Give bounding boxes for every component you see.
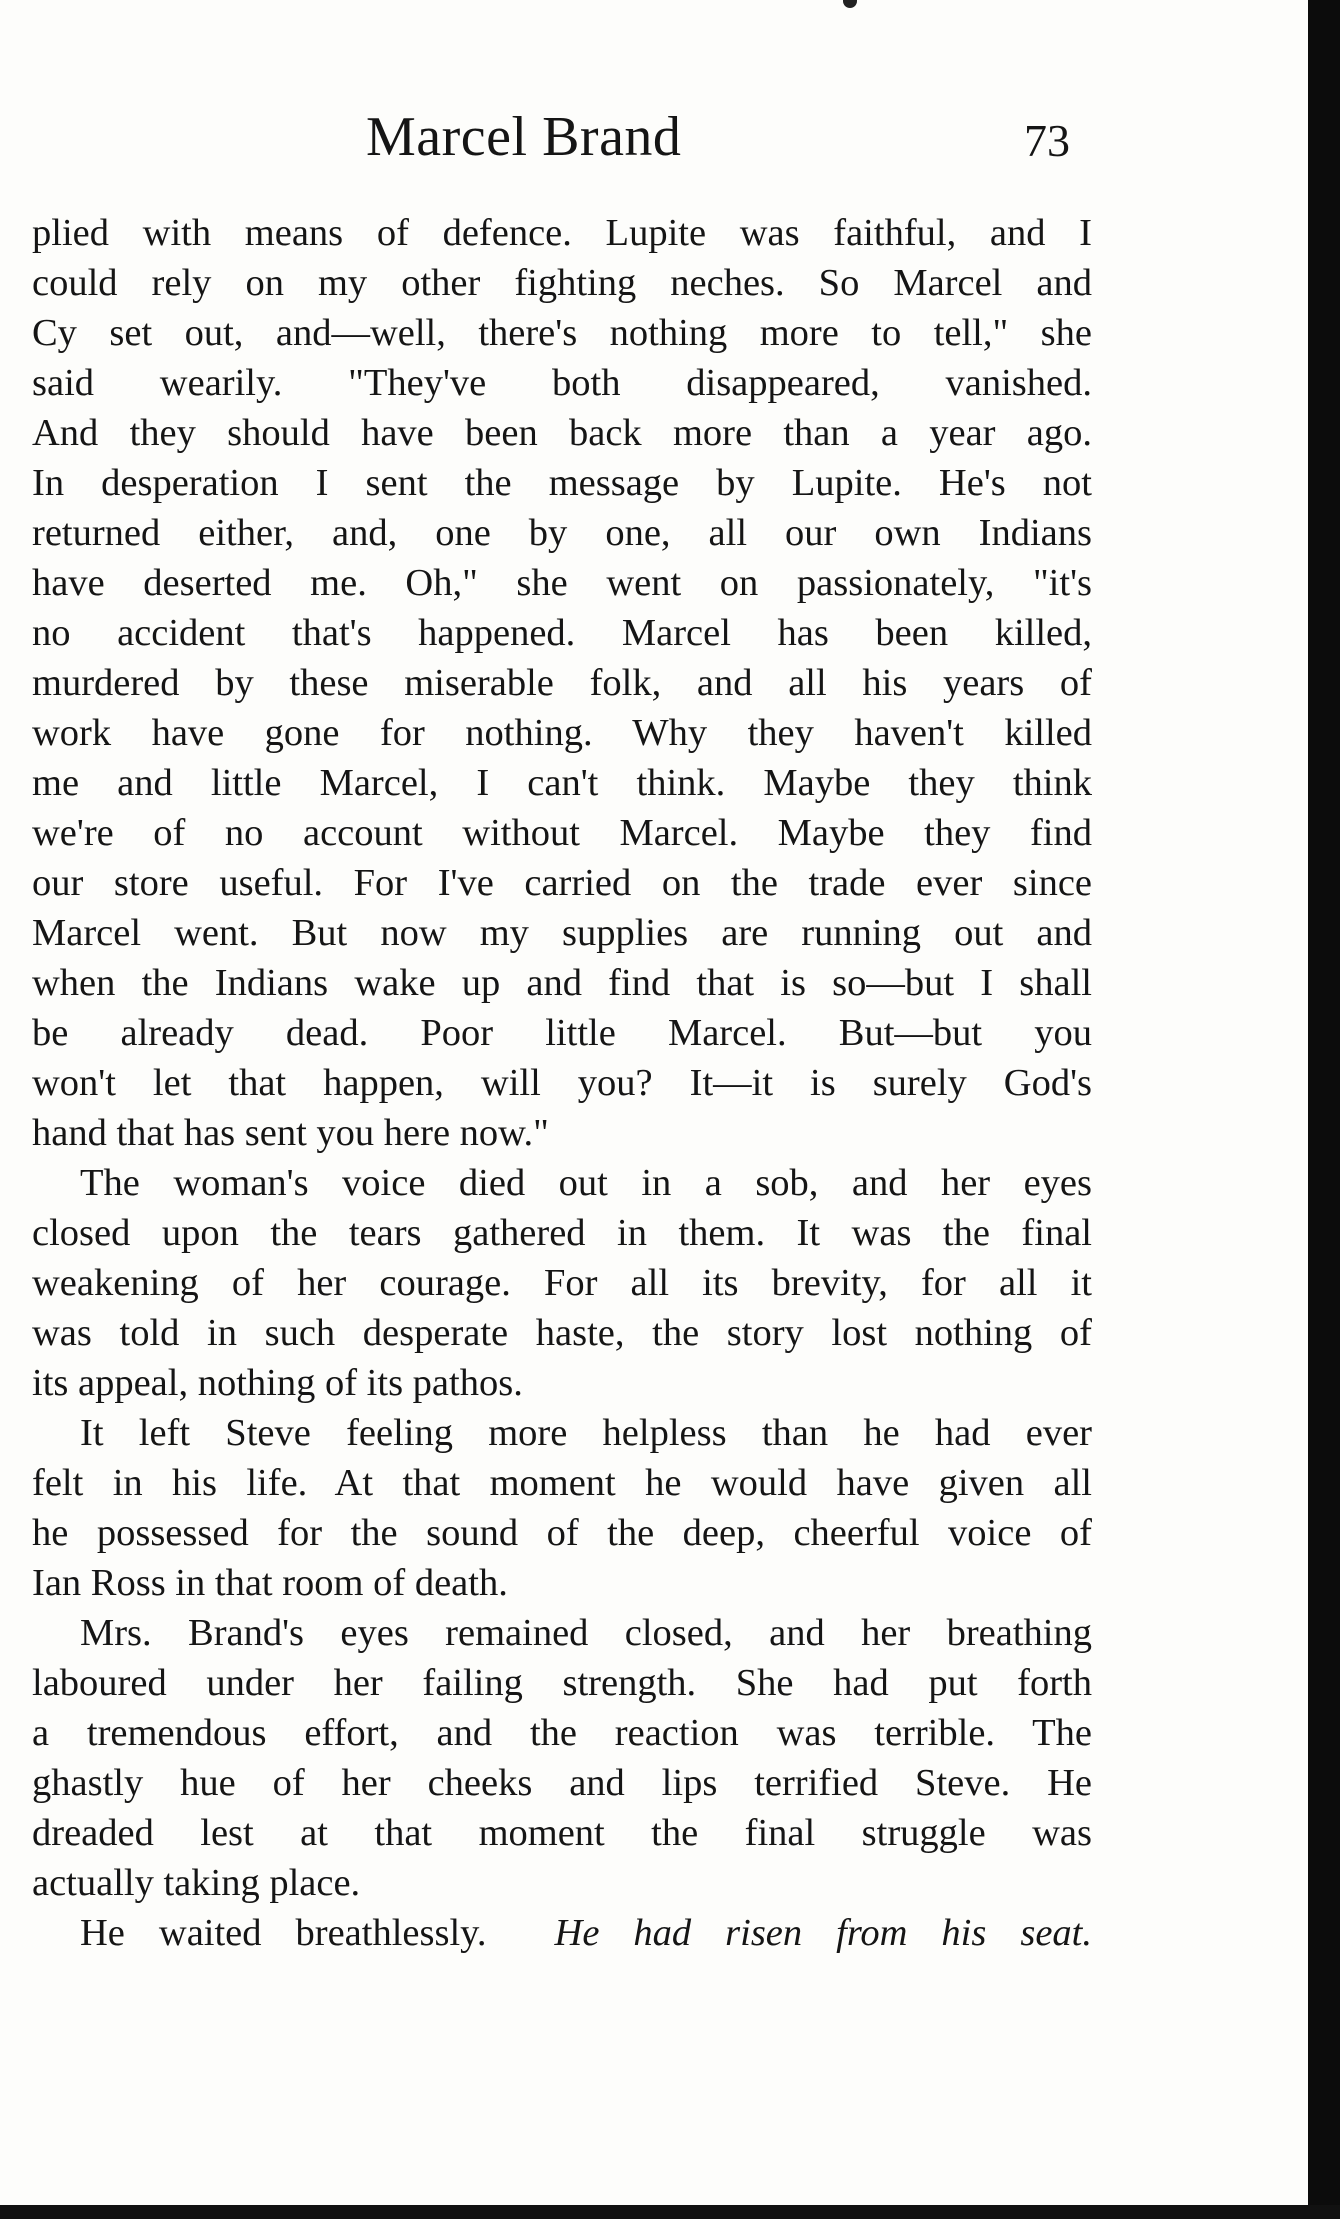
- text-line: have deserted me. Oh," she went on passionately, "it's: [32, 562, 1092, 604]
- text-line: our store useful. For I've carried on the trade ever since: [32, 862, 1092, 904]
- last-text-line: [32, 1908, 1092, 1958]
- text-line: hand that has sent you here now.": [32, 1112, 549, 1154]
- scan-speck: [843, 0, 857, 8]
- page-number: 73: [1024, 115, 1070, 166]
- text-line: be already dead. Poor little Marcel. But—but you: [32, 1012, 1092, 1054]
- text-line: me and little Marcel, I can't think. Maybe they think: [32, 762, 1092, 804]
- text-line: actually taking place.: [32, 1862, 361, 1904]
- text-line: closed upon the tears gathered in them. It was the final: [32, 1212, 1092, 1254]
- last-line-roman: He waited breathlessly.: [80, 1912, 487, 1954]
- text-line: was told in such desperate haste, the story lost nothing of: [32, 1312, 1092, 1354]
- text-line: Mrs. Brand's eyes remained closed, and her breathing: [80, 1612, 1092, 1654]
- text-line: a tremendous effort, and the reaction was terrible. The: [32, 1712, 1092, 1754]
- text-line: weakening of her courage. For all its brevity, for all it: [32, 1262, 1092, 1304]
- text-line: Cy set out, and—well, there's nothing more to tell," she: [32, 312, 1092, 354]
- text-line: ghastly hue of her cheeks and lips terrified Steve. He: [32, 1762, 1092, 1804]
- text-line: its appeal, nothing of its pathos.: [32, 1362, 523, 1404]
- body-text: [32, 208, 1092, 1958]
- text-line: he possessed for the sound of the deep, cheerful voice of: [32, 1512, 1092, 1554]
- text-line: laboured under her failing strength. She had put forth: [32, 1662, 1092, 1704]
- text-line: when the Indians wake up and find that is so—but I shall: [32, 962, 1092, 1004]
- text-line: It left Steve feeling more helpless than he had ever: [80, 1412, 1092, 1454]
- text-line: The woman's voice died out in a sob, and her eyes: [80, 1162, 1092, 1204]
- scan-bottom-border: [0, 2205, 1340, 2219]
- text-line: returned either, and, one by one, all our own Indians: [32, 512, 1092, 554]
- running-title: Marcel Brand: [366, 106, 682, 168]
- text-line: work have gone for nothing. Why they haven't killed: [32, 712, 1092, 754]
- text-line: And they should have been back more than a year ago.: [32, 412, 1092, 454]
- text-line: could rely on my other fighting neches. So Marcel and: [32, 262, 1092, 304]
- page-header: [0, 102, 1340, 172]
- scan-right-border: [1308, 0, 1340, 2219]
- text-line: In desperation I sent the message by Lupite. He's not: [32, 462, 1092, 504]
- text-line: plied with means of defence. Lupite was faithful, and I: [32, 212, 1092, 254]
- text-line: no accident that's happened. Marcel has been killed,: [32, 612, 1092, 654]
- text-line: dreaded lest at that moment the final struggle was: [32, 1812, 1092, 1854]
- text-line: Marcel went. But now my supplies are running out and: [32, 912, 1092, 954]
- text-line: said wearily. "They've both disappeared, vanished.: [32, 362, 1092, 404]
- text-line: murdered by these miserable folk, and all his years of: [32, 662, 1092, 704]
- text-line: we're of no account without Marcel. Maybe they find: [32, 812, 1092, 854]
- text-line: Ian Ross in that room of death.: [32, 1562, 508, 1604]
- last-line-italic: He had risen from his seat.: [554, 1912, 1092, 1954]
- text-line: won't let that happen, will you? It—it is surely God's: [32, 1062, 1092, 1104]
- text-line: felt in his life. At that moment he would have given all: [32, 1462, 1092, 1504]
